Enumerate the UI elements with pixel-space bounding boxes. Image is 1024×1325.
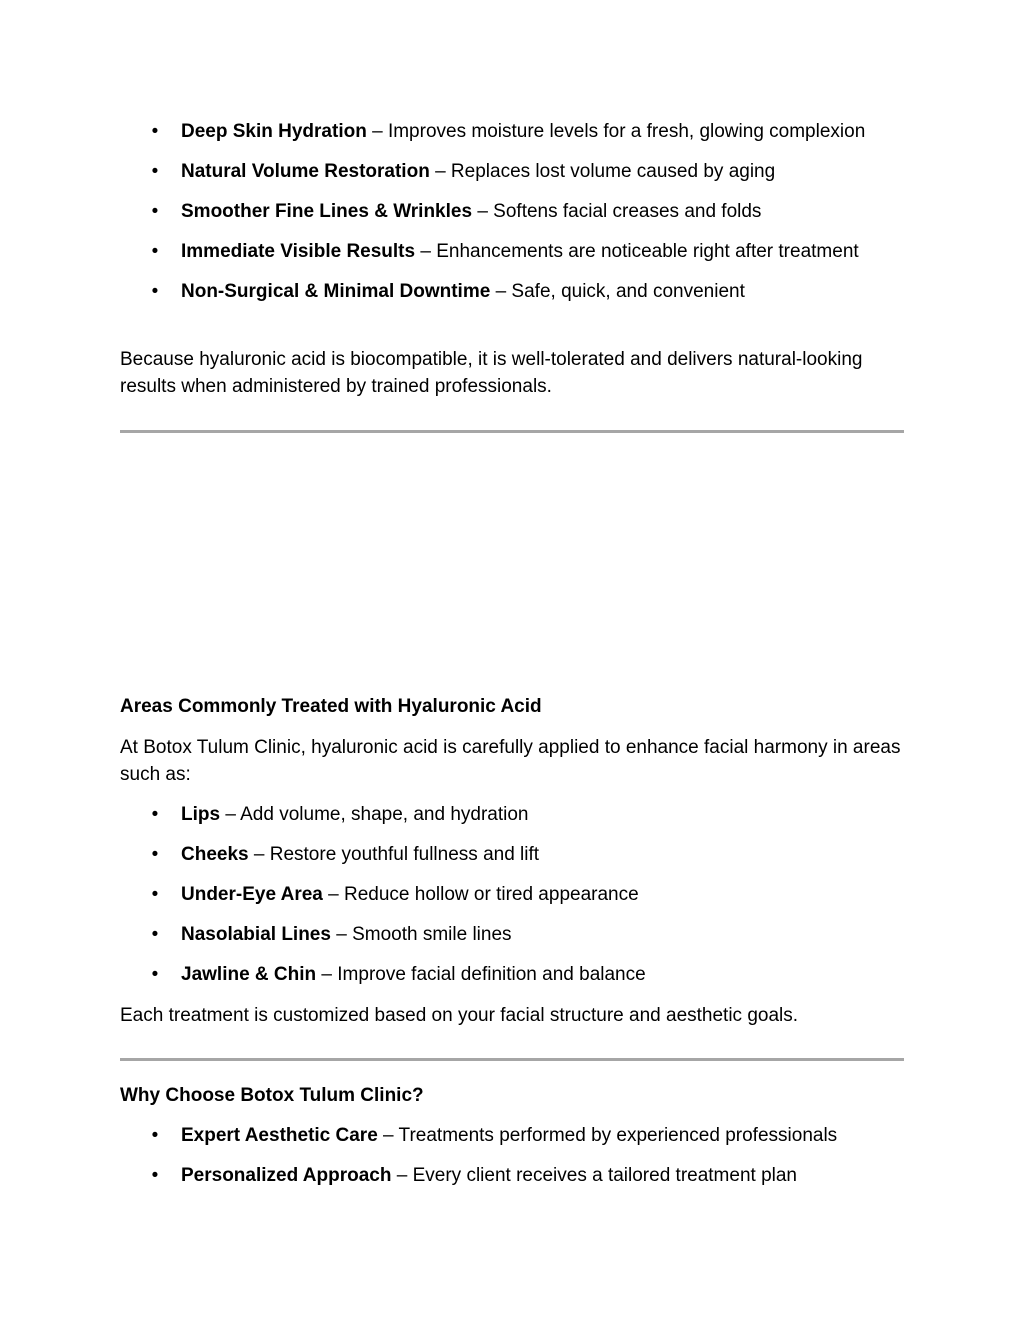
treated-areas-heading: Areas Commonly Treated with Hyaluronic Acid [120, 696, 542, 717]
benefits-list [120, 118, 911, 318]
item-term: Smoother Fine Lines & Wrinkles [181, 201, 473, 222]
item-description: – Enhancements are noticeable right after treatment [415, 241, 859, 262]
item-description: – Safe, quick, and convenient [490, 281, 745, 302]
bullet-icon: • [151, 844, 159, 865]
list-item [120, 238, 911, 265]
list-item [120, 841, 911, 868]
bullet-icon: • [151, 884, 159, 905]
item-description: – Softens facial creases and folds [472, 201, 762, 222]
item-term: Cheeks [181, 844, 249, 865]
item-description: – Improve facial definition and balance [316, 964, 646, 985]
why-choose-list [120, 1122, 911, 1202]
item-description: – Improves moisture levels for a fresh, glowing complexion [366, 121, 866, 142]
list-item [120, 801, 911, 828]
item-description: – Restore youthful fullness and lift [248, 844, 540, 865]
item-term: Jawline & Chin [181, 964, 317, 985]
item-description: – Add volume, shape, and hydration [220, 804, 529, 825]
bullet-icon: • [151, 201, 159, 222]
item-term: Personalized Approach [181, 1165, 392, 1186]
bullet-icon: • [151, 241, 159, 262]
list-item [120, 158, 911, 185]
bullet-icon: • [151, 1165, 159, 1186]
bullet-icon: • [151, 281, 159, 302]
item-description: – Replaces lost volume caused by aging [429, 161, 776, 182]
list-item [120, 1122, 911, 1149]
section-divider [120, 1058, 904, 1061]
list-item [120, 1162, 911, 1189]
bullet-icon: • [151, 121, 159, 142]
list-item [120, 278, 911, 305]
treated-areas-closing-paragraph: Each treatment is customized based on your facial structure and aesthetic goals. [120, 1005, 799, 1026]
item-term: Lips [181, 804, 221, 825]
item-term: Deep Skin Hydration [181, 121, 367, 142]
item-term: Nasolabial Lines [181, 924, 331, 945]
list-item [120, 961, 911, 988]
treated-areas-list [120, 801, 911, 1001]
item-description: – Every client receives a tailored treatment plan [391, 1165, 797, 1186]
item-description: – Reduce hollow or tired appearance [322, 884, 639, 905]
item-description: – Treatments performed by experienced professionals [377, 1125, 838, 1146]
item-term: Expert Aesthetic Care [181, 1125, 378, 1146]
list-item [120, 921, 911, 948]
bullet-icon: • [151, 964, 159, 985]
bullet-icon: • [151, 1125, 159, 1146]
list-item [120, 198, 911, 225]
bullet-icon: • [151, 924, 159, 945]
bullet-icon: • [151, 161, 159, 182]
item-term: Immediate Visible Results [181, 241, 416, 262]
item-description: – Smooth smile lines [330, 924, 512, 945]
list-item [120, 881, 911, 908]
treated-areas-intro: At Botox Tulum Clinic, hyaluronic acid is carefully applied to enhance facial harmony in areas such as: [120, 737, 901, 785]
section-divider [120, 430, 904, 433]
list-item [120, 118, 911, 145]
item-term: Under-Eye Area [181, 884, 323, 905]
item-term: Non-Surgical & Minimal Downtime [181, 281, 491, 302]
bullet-icon: • [151, 804, 159, 825]
benefits-closing-paragraph: Because hyaluronic acid is biocompatible, it is well-tolerated and delivers natural-looking results when administered by trained professionals. [120, 349, 863, 397]
why-choose-heading: Why Choose Botox Tulum Clinic? [120, 1085, 424, 1106]
item-term: Natural Volume Restoration [181, 161, 430, 182]
